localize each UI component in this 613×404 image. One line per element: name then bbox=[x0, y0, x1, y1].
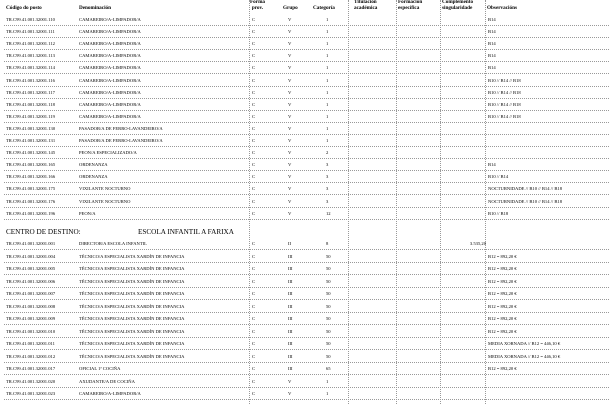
position-denomination: CAMAREIRO/A-LIMPADOR/A bbox=[79, 77, 141, 83]
group: V bbox=[288, 378, 292, 384]
observations: MEDIA XORNADA // B12 = 446,10 € bbox=[488, 341, 561, 346]
group: V bbox=[288, 53, 292, 59]
table-row bbox=[0, 196, 613, 208]
position-code: TR.C99.41.001.32001.012 bbox=[6, 353, 56, 359]
category: 1 bbox=[326, 125, 329, 131]
table-row bbox=[0, 338, 613, 350]
position-denomination: TÉCNICO/A ESPECIALISTA XARDÍN DE INFANCIA bbox=[79, 253, 185, 259]
position-code: TR.C99.41.001.32001.010 bbox=[6, 328, 56, 334]
table-row bbox=[0, 313, 613, 325]
table-row bbox=[0, 87, 613, 99]
group: V bbox=[288, 41, 292, 47]
group: V bbox=[288, 77, 292, 83]
position-denomination: PASADOR/A DE FERRO-LAVANDEIRO/A bbox=[79, 138, 163, 143]
position-code: TR.C99.41.001.32001.114 bbox=[6, 65, 55, 71]
observations: B10 // B14 // B18 bbox=[488, 113, 521, 119]
position-denomination: ORDENANZA bbox=[79, 174, 108, 180]
section-center-name: ESCOLA INFANTIL A FARIXA bbox=[138, 228, 234, 236]
table-row bbox=[0, 147, 613, 159]
row-divider bbox=[4, 399, 609, 400]
category: 50 bbox=[326, 316, 331, 321]
header-complemento bbox=[442, 0, 473, 11]
group: V bbox=[288, 150, 292, 156]
position-code: TR.C99.41.001.32001.023 bbox=[6, 391, 56, 396]
position-code: TR.C99.41.001.32001.110 bbox=[6, 17, 55, 22]
table-row bbox=[0, 135, 613, 147]
row-divider bbox=[4, 219, 609, 220]
section-label: CENTRO DE DESTINO: bbox=[6, 228, 81, 236]
position-code: TR.C99.41.001.32001.007 bbox=[6, 291, 56, 296]
category: 12 bbox=[326, 210, 331, 216]
provision-form: C bbox=[252, 253, 256, 259]
category: 3 bbox=[326, 174, 329, 180]
observations: B12 = 892,20 € bbox=[488, 266, 517, 271]
header-complemento-line2: singularidade bbox=[442, 4, 473, 11]
position-code: TR.C99.41.001.32001.008 bbox=[6, 303, 56, 309]
header-forma-line1: Forma bbox=[250, 0, 265, 5]
position-code: TR.C99.41.001.32001.116 bbox=[6, 77, 55, 83]
category: 2 bbox=[326, 150, 329, 156]
table-row bbox=[0, 50, 613, 62]
observations: MEDIA XORNADA // B12 = 446,10 € bbox=[488, 353, 561, 359]
group: V bbox=[288, 186, 292, 192]
category: 8 bbox=[326, 241, 329, 246]
table-row bbox=[0, 376, 613, 388]
header-denominacion: Denominación bbox=[79, 5, 111, 11]
category: 50 bbox=[326, 266, 331, 271]
table-row bbox=[0, 238, 613, 250]
table-row bbox=[0, 171, 613, 183]
table-row bbox=[0, 301, 613, 313]
position-denomination: CAMAREIRO/A-LIMPADOR/A bbox=[79, 101, 141, 107]
position-code: TR.C99.41.001.32001.166 bbox=[6, 174, 56, 180]
provision-form: C bbox=[252, 138, 256, 143]
provision-form: C bbox=[252, 186, 256, 192]
table-row bbox=[0, 288, 613, 300]
provision-form: C bbox=[252, 17, 256, 22]
provision-form: C bbox=[252, 210, 256, 216]
header-categoria: Categoría bbox=[313, 5, 335, 11]
provision-form: C bbox=[252, 316, 256, 321]
position-code: TR.C99.41.001.32001.017 bbox=[6, 366, 56, 371]
category: 1 bbox=[326, 138, 329, 143]
position-denomination: TÉCNICO/A ESPECIALISTA XARDÍN DE INFANCIA bbox=[79, 316, 185, 321]
header-forma-line2: prov. bbox=[251, 4, 264, 11]
position-denomination: TÉCNICO/A ESPECIALISTA XARDÍN DE INFANCIA bbox=[79, 341, 185, 346]
observations: B10 // B14 bbox=[488, 174, 509, 180]
position-denomination: VIXILANTE NOCTURNO bbox=[79, 198, 131, 204]
header-titulacion-line1: Titulación bbox=[354, 0, 377, 5]
position-denomination: CAMAREIRO/A-LIMPADOR/A bbox=[79, 29, 141, 35]
category: 50 bbox=[326, 253, 331, 259]
position-code: TR.C99.41.001.32001.001 bbox=[6, 241, 56, 246]
position-denomination: PASADOR/A DE FERRO-LAVANDEIRO/A bbox=[79, 125, 163, 131]
table-row bbox=[0, 14, 613, 26]
position-denomination: CAMAREIRO/A-LIMPADOR/A bbox=[79, 17, 141, 22]
position-code: TR.C99.41.001.32001.004 bbox=[6, 253, 56, 259]
position-denomination: VIXILANTE NOCTURNO bbox=[79, 186, 131, 192]
category: 1 bbox=[326, 391, 329, 396]
provision-form: C bbox=[252, 162, 256, 168]
group: II bbox=[288, 241, 292, 246]
group: III bbox=[288, 303, 293, 309]
provision-form: C bbox=[252, 89, 256, 95]
observations: B14 bbox=[488, 29, 496, 35]
position-denomination: CAMAREIRO/A-LIMPADOR/A bbox=[79, 41, 141, 47]
provision-form: C bbox=[252, 41, 256, 47]
category: 3 bbox=[326, 162, 329, 168]
table-row bbox=[0, 388, 613, 400]
position-denomination: TÉCNICO/A ESPECIALISTA XARDÍN DE INFANCIA bbox=[79, 353, 185, 359]
group: V bbox=[288, 210, 292, 216]
position-code: TR.C99.41.001.32001.112 bbox=[6, 41, 55, 47]
position-denomination: TÉCNICO/A ESPECIALISTA XARDÍN DE INFANCIA bbox=[79, 278, 185, 284]
provision-form: C bbox=[252, 198, 256, 204]
group: III bbox=[288, 328, 293, 334]
position-code: TR.C99.41.001.32001.009 bbox=[6, 316, 56, 321]
provision-form: C bbox=[252, 174, 256, 180]
header-complemento-line1: Complemento bbox=[442, 0, 474, 5]
position-code: TR.C99.41.001.32001.111 bbox=[6, 29, 55, 35]
group: V bbox=[288, 113, 292, 119]
category: 3 bbox=[326, 186, 329, 192]
table-row bbox=[0, 99, 613, 111]
category: 1 bbox=[326, 113, 329, 119]
header-forma bbox=[250, 0, 265, 11]
position-denomination: AXUDANTE/A DE COCIÑA bbox=[79, 378, 135, 384]
category: 50 bbox=[326, 341, 331, 346]
group: V bbox=[288, 17, 292, 22]
group: V bbox=[288, 125, 292, 131]
category: 1 bbox=[326, 53, 329, 59]
group: V bbox=[288, 101, 292, 107]
position-code: TR.C99.41.001.32001.145 bbox=[6, 150, 56, 156]
group: V bbox=[288, 198, 292, 204]
position-code: TR.C99.41.001.32001.131 bbox=[6, 138, 56, 143]
observations: B12 = 892,20 € bbox=[488, 316, 517, 321]
group: V bbox=[288, 89, 292, 95]
table-row bbox=[0, 62, 613, 74]
provision-form: C bbox=[252, 125, 256, 131]
position-denomination: TÉCNICO/A ESPECIALISTA XARDÍN DE INFANCIA bbox=[79, 291, 185, 296]
table-row bbox=[0, 26, 613, 38]
observations: B12 = 892,20 € bbox=[488, 366, 517, 371]
provision-form: C bbox=[252, 53, 256, 59]
header-titulacion bbox=[354, 0, 377, 11]
group: III bbox=[288, 266, 293, 271]
table-row bbox=[0, 208, 613, 220]
header-codigo: Código do posto bbox=[6, 5, 42, 11]
position-code: TR.C99.41.001.32001.165 bbox=[6, 162, 56, 168]
position-code: TR.C99.41.001.32001.020 bbox=[6, 378, 56, 384]
category: 1 bbox=[326, 17, 329, 22]
observations: NOCTURNIDADE // B10 // B14 // B18 bbox=[488, 198, 563, 204]
table-row bbox=[0, 159, 613, 171]
header-formacion bbox=[398, 0, 422, 11]
provision-form: C bbox=[252, 65, 256, 71]
category: 50 bbox=[326, 328, 331, 334]
group: III bbox=[288, 353, 293, 359]
category: 1 bbox=[326, 77, 329, 83]
group: III bbox=[288, 253, 293, 259]
provision-form: C bbox=[252, 391, 256, 396]
observations: B12 = 892,20 € bbox=[488, 303, 517, 309]
provision-form: C bbox=[252, 241, 256, 246]
position-code: TR.C99.41.001.32001.006 bbox=[6, 278, 56, 284]
group: III bbox=[288, 341, 293, 346]
position-denomination: TÉCNICO/A ESPECIALISTA XARDÍN DE INFANCIA bbox=[79, 266, 185, 271]
category: 1 bbox=[326, 378, 329, 384]
position-denomination: OFICIAL 1ª COCIÑA bbox=[79, 366, 121, 371]
position-code: TR.C99.41.001.32001.119 bbox=[6, 113, 55, 119]
observations: B12 = 892,20 € bbox=[488, 253, 517, 259]
category: 1 bbox=[326, 101, 329, 107]
group: V bbox=[288, 65, 292, 71]
category: 50 bbox=[326, 278, 331, 284]
table-row bbox=[0, 183, 613, 195]
table-row bbox=[0, 326, 613, 338]
position-code: TR.C99.41.001.32001.196 bbox=[6, 210, 56, 216]
provision-form: C bbox=[252, 366, 256, 371]
observations: B12 = 892,20 € bbox=[488, 278, 517, 284]
position-code: TR.C99.41.001.32001.118 bbox=[6, 101, 55, 107]
header-grupo: Grupo bbox=[283, 5, 298, 11]
position-code: TR.C99.41.001.32001.011 bbox=[6, 341, 55, 346]
table-row bbox=[0, 251, 613, 263]
table-row bbox=[0, 351, 613, 363]
observations: B12 = 892,20 € bbox=[488, 328, 517, 334]
observations: B14 bbox=[488, 53, 496, 59]
table-row bbox=[0, 276, 613, 288]
provision-form: C bbox=[252, 341, 256, 346]
position-code: TR.C99.41.001.32001.113 bbox=[6, 53, 55, 59]
category: 50 bbox=[326, 353, 331, 359]
position-denomination: DIRECTOR/A ESCOLA INFANTIL bbox=[79, 241, 147, 246]
provision-form: C bbox=[252, 150, 256, 156]
observations: B12 = 892,20 € bbox=[488, 291, 517, 296]
provision-form: C bbox=[252, 291, 256, 296]
position-denomination: CAMAREIRO/A-LIMPADOR/A bbox=[79, 89, 141, 95]
position-code: TR.C99.41.001.32001.130 bbox=[6, 125, 56, 131]
position-denomination: PEON/A bbox=[79, 210, 96, 216]
provision-form: C bbox=[252, 278, 256, 284]
observations: NOCTURNIDADE // B10 // B14 // B18 bbox=[488, 186, 563, 192]
table-row bbox=[0, 111, 613, 123]
observations: B10 // B14 // B18 bbox=[488, 77, 521, 83]
category: 50 bbox=[326, 291, 331, 296]
provision-form: C bbox=[252, 353, 256, 359]
group: III bbox=[288, 366, 293, 371]
observations: B14 bbox=[488, 17, 496, 22]
group: V bbox=[288, 162, 292, 168]
observations: B10 // B18 bbox=[488, 210, 509, 216]
category: 65 bbox=[326, 366, 331, 371]
category: 1 bbox=[326, 41, 329, 47]
section-heading bbox=[6, 228, 234, 237]
position-code: TR.C99.41.001.32001.175 bbox=[6, 186, 56, 192]
category: 1 bbox=[326, 29, 329, 35]
position-denomination: CAMAREIRO/A-LIMPADOR/A bbox=[79, 391, 141, 396]
position-denomination: TÉCNICO/A ESPECIALISTA XARDÍN DE INFANCIA bbox=[79, 328, 185, 334]
position-code: TR.C99.41.001.32001.005 bbox=[6, 266, 56, 271]
group: V bbox=[288, 138, 292, 143]
group: III bbox=[288, 278, 293, 284]
position-denomination: CAMAREIRO/A-LIMPADOR/A bbox=[79, 113, 141, 119]
header-titulacion-line2: académica bbox=[354, 4, 378, 11]
observations: B10 // B14 // B18 bbox=[488, 101, 521, 107]
category: 50 bbox=[326, 303, 331, 309]
position-code: TR.C99.41.001.32001.117 bbox=[6, 89, 55, 95]
position-denomination: CAMAREIRO/A-LIMPADOR/A bbox=[79, 65, 141, 71]
category: 1 bbox=[326, 89, 329, 95]
position-denomination: CAMAREIRO/A-LIMPADOR/A bbox=[79, 53, 141, 59]
observations: B10 // B14 // B18 bbox=[488, 89, 521, 95]
header-formacion-line1: Formación bbox=[398, 0, 423, 5]
position-code: TR.C99.41.001.32001.176 bbox=[6, 198, 56, 204]
provision-form: C bbox=[252, 77, 256, 83]
table-row bbox=[0, 38, 613, 50]
observations: B14 bbox=[488, 41, 496, 47]
table-row bbox=[0, 263, 613, 275]
table-row bbox=[0, 363, 613, 375]
provision-form: C bbox=[252, 266, 256, 271]
provision-form: C bbox=[252, 101, 256, 107]
category: 3 bbox=[326, 198, 329, 204]
provision-form: C bbox=[252, 29, 256, 35]
provision-form: C bbox=[252, 113, 256, 119]
header-formacion-line2: específica bbox=[398, 4, 420, 11]
provision-form: C bbox=[252, 378, 256, 384]
group: V bbox=[288, 174, 292, 180]
position-denomination: PEON/A ESPECIALIZADO/A bbox=[79, 150, 137, 156]
singularity-supplement: 3.535,20 bbox=[469, 241, 486, 246]
group: III bbox=[288, 291, 293, 296]
observations: B14 bbox=[488, 65, 496, 71]
provision-form: C bbox=[252, 303, 256, 309]
observations: B14 bbox=[488, 162, 496, 168]
position-denomination: TÉCNICO/A ESPECIALISTA XARDÍN DE INFANCIA bbox=[79, 303, 185, 309]
provision-form: C bbox=[252, 328, 256, 334]
category: 1 bbox=[326, 65, 329, 71]
header-observacions: Observacións bbox=[487, 5, 517, 11]
group: V bbox=[288, 391, 292, 396]
group: V bbox=[288, 29, 292, 35]
table-row bbox=[0, 75, 613, 87]
table-row bbox=[0, 123, 613, 135]
position-denomination: ORDENANZA bbox=[79, 162, 108, 168]
group: III bbox=[288, 316, 293, 321]
